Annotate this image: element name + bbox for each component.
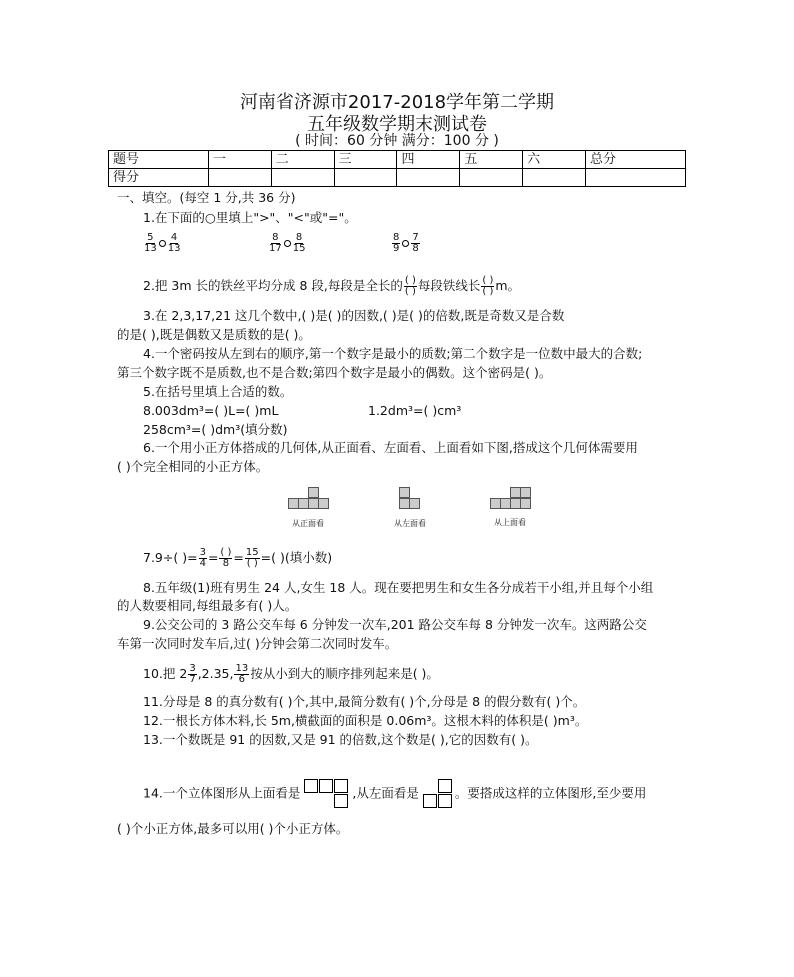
compare-circle-icon[interactable]: [284, 240, 291, 247]
q6-line2: ( )个完全相同的小正方体。: [117, 459, 269, 474]
left-view-figure: [399, 487, 423, 511]
table-cell: 一: [208, 151, 271, 169]
table-cell: 六: [523, 151, 586, 169]
table-cell: 二: [271, 151, 334, 169]
fraction: $\frac{4}{13}$: [167, 232, 181, 254]
table-cell[interactable]: [460, 169, 523, 187]
left-view-shape: [423, 779, 455, 809]
q9-line1: 9.公交公司的 3 路公交车每 6 分钟发一次车,201 路公交车每 8 分钟发一次车。这两路公交: [143, 617, 647, 632]
answer-fraction[interactable]: $\frac{( )}{( )}$: [482, 275, 494, 297]
fraction: $\frac{7}{8}$: [412, 232, 419, 254]
q3-line1: 3.在 2,3,17,21 这几个数中,( )是( )的因数,( )是( )的倍数,既是奇数又是合数: [143, 308, 565, 323]
table-cell[interactable]: [397, 169, 460, 187]
q4-line1: 4.一个密码按从左到右的顺序,第一个数字是最小的质数;第二个数字是一位数中最大的合数;: [143, 346, 643, 361]
q13-line: 13.一个数既是 91 的因数,又是 91 的倍数,这个数是( ),它的因数有( )。: [143, 732, 538, 747]
fraction: $\frac{13}{6}$: [235, 663, 249, 685]
fraction: $\frac{5}{13}$: [144, 232, 157, 254]
q12-line: 12.一根长方体木料,长 5m,横截面的面积是 0.06m³。这根木料的体积是( )m³。: [143, 713, 588, 728]
q2-line: 2.把 3m 长的铁丝平均分成 8 段,每段是全长的 $\frac{( )}{( )}$ 每段铁线长 $\frac{( )}{( )}$ m。: [143, 275, 521, 297]
fraction: $\frac{3}{7}$: [189, 663, 196, 685]
q14-line2: ( )个小正方体,最多可以用( )个小正方体。: [117, 821, 349, 836]
q6-line1: 6.一个用小正方体搭成的几何体,从正面看、左面看、上面看如下图,搭成这个几何体需要用: [143, 440, 638, 455]
top-view-figure: [490, 487, 534, 511]
fraction: $\frac{8}{17}$: [269, 232, 282, 254]
caption-top-view: 从上面看: [494, 518, 526, 527]
q5-a: 8.003dm³=( )L=( )mL: [143, 403, 279, 418]
exam-title: 河南省济源市2017-2018学年第二学期: [239, 92, 555, 113]
q1-pair-3: [391, 233, 421, 254]
q9-line2: 车第一次同时发车后,过( )分钟会第二次同时发车。: [117, 636, 398, 651]
exam-subtitle: 五年级数学期末测试卷: [307, 114, 487, 135]
q8-line1: 8.五年级(1)班有男生 24 人,女生 18 人。现在要把男生和女生各分成若干小组,并且每个小组: [143, 580, 654, 595]
fraction: $\frac{8}{15}$: [292, 232, 306, 254]
table-row: [109, 169, 686, 187]
table-cell[interactable]: [208, 169, 271, 187]
table-cell[interactable]: [586, 169, 686, 187]
front-view-figure: [288, 487, 332, 511]
q5-b: 1.2dm³=( )cm³: [368, 403, 462, 418]
q3-line2: 的是( ),既是偶数又是质数的是( )。: [117, 327, 311, 342]
table-row: [109, 151, 686, 169]
compare-circle-icon[interactable]: [402, 240, 409, 247]
table-cell[interactable]: [523, 169, 586, 187]
table-cell: 得分: [109, 169, 209, 187]
score-table: [108, 150, 686, 187]
q10-line: 10.把 2 $\frac{3}{7}$ ,2.35, $\frac{13}{6}$ 按从小到大的顺序排列起来是( )。: [143, 663, 439, 685]
q1-pair-2: [268, 233, 306, 254]
table-cell: 三: [334, 151, 397, 169]
section-heading: 一、填空。(每空 1 分,共 36 分): [117, 190, 296, 205]
q7-line: 7.9÷( )= $\frac{3}{4}$ = $\frac{( )}{8}$ = $\frac{15}{( )}$ =( )(填小数): [143, 547, 333, 569]
q1-text: 1.在下面的○里填上">"、"<"或"="。: [143, 210, 357, 225]
fraction: $\frac{8}{9}$: [393, 232, 400, 254]
table-cell: 题号: [109, 151, 209, 169]
fraction: $\frac{3}{4}$: [199, 547, 206, 569]
caption-front-view: 从正面看: [292, 519, 324, 528]
exam-time-score: ( 时间：60 分钟 满分：100 分 ): [295, 133, 499, 149]
fraction[interactable]: $\frac{( )}{8}$: [220, 547, 232, 569]
compare-circle-icon[interactable]: [159, 240, 166, 247]
table-cell: 五: [460, 151, 523, 169]
q5-c: 258cm³=( )dm³(填分数): [143, 422, 288, 437]
q1-pair-1: [143, 233, 181, 254]
table-cell[interactable]: [334, 169, 397, 187]
top-view-shape: [304, 779, 352, 809]
answer-fraction[interactable]: $\frac{( )}{( )}$: [404, 275, 416, 297]
q5-line1: 5.在括号里填上合适的数。: [143, 384, 293, 399]
fraction[interactable]: $\frac{15}{( )}$: [245, 547, 259, 569]
table-cell: 四: [397, 151, 460, 169]
q14-line1: 14.一个立体图形从上面看是 ,从左面看是 。要搭成这样的立体图形,至少要用: [143, 779, 646, 809]
q8-line2: 的人数要相同,每组最多有( )人。: [117, 598, 298, 613]
table-cell: 总分: [586, 151, 686, 169]
q4-line2: 第三个数字既不是质数,也不是合数;第四个数字是最小的偶数。这个密码是( )。: [117, 365, 552, 380]
caption-left-view: 从左面看: [394, 519, 426, 528]
q11-line: 11.分母是 8 的真分数有( )个,其中,最简分数有( )个,分母是 8 的假分数有( )个。: [143, 694, 586, 709]
table-cell[interactable]: [271, 169, 334, 187]
